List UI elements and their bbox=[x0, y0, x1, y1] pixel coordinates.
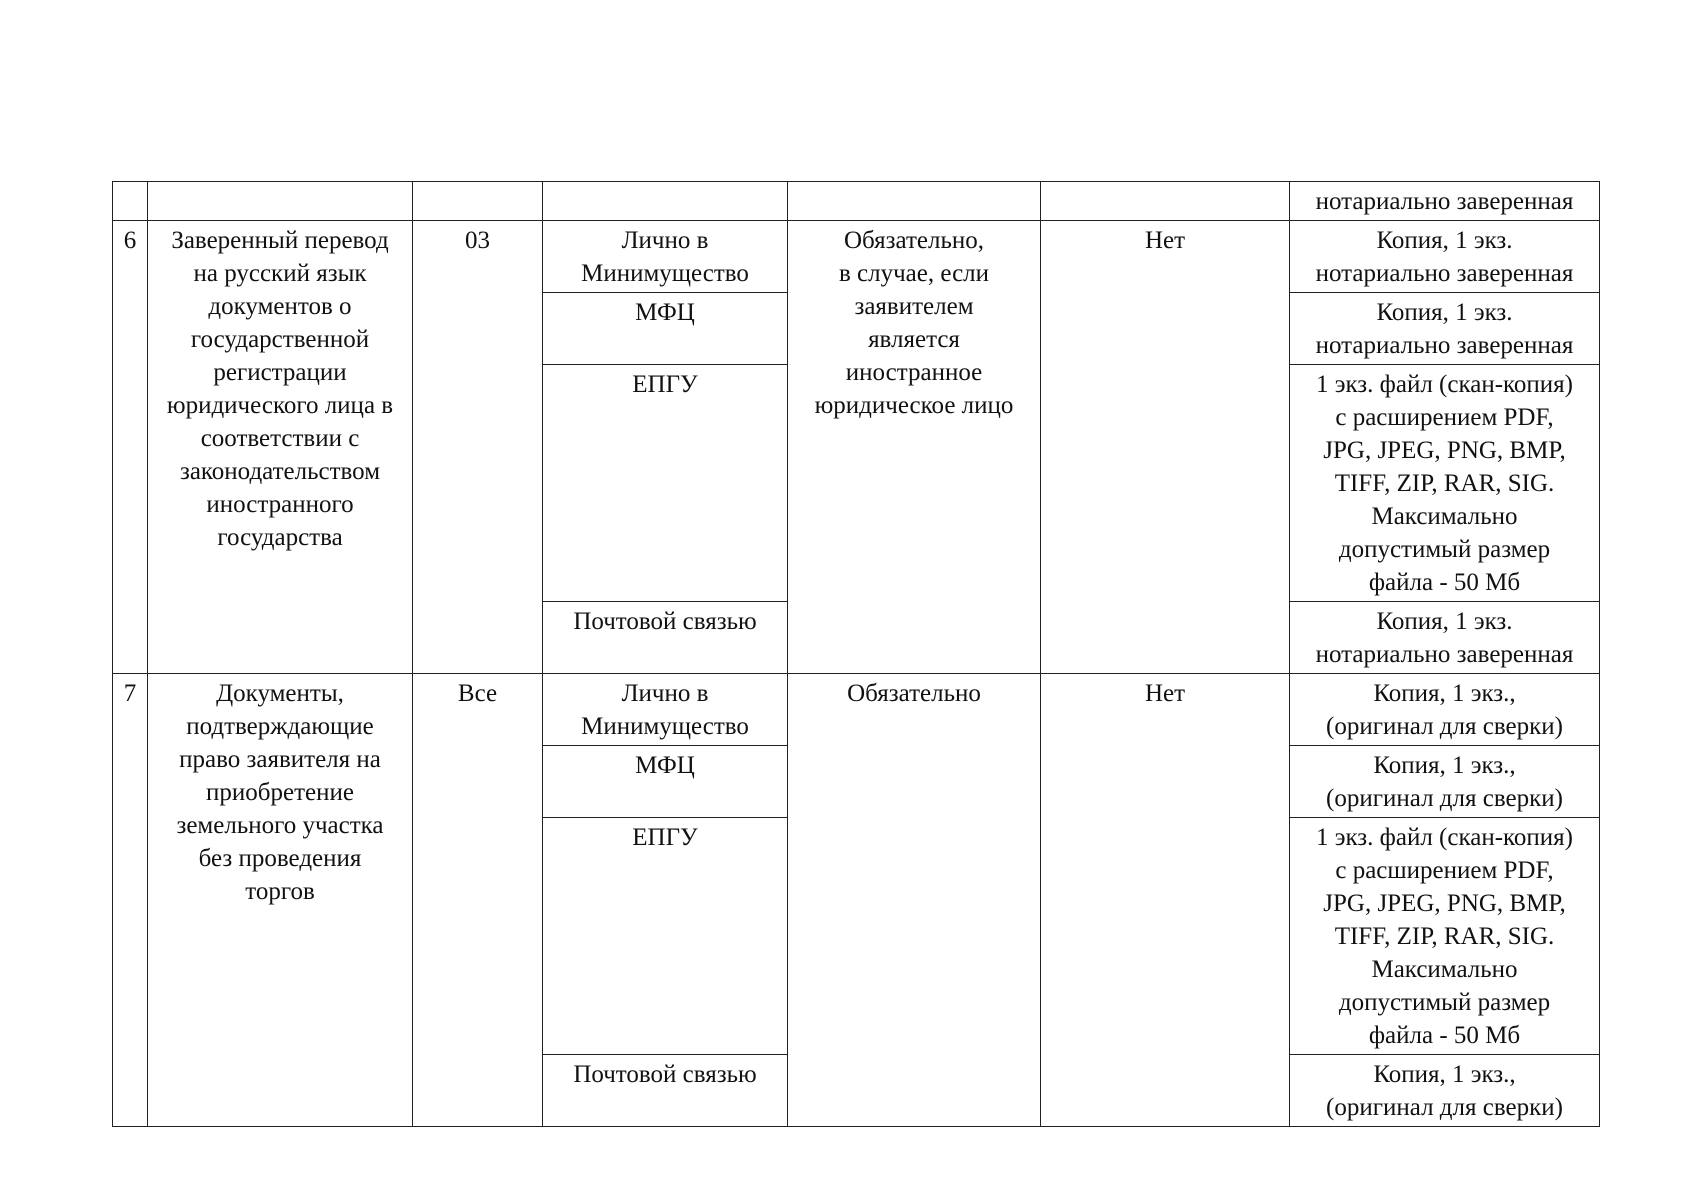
document-form: 1 экз. файл (скан-копия) с расширением PDF, JPG, JPEG, PNG, BMP, TIFF, ZIP, RAR, SIG. Максимально допустимый размер файла - 50 Мб bbox=[1290, 365, 1600, 602]
requirement: Обязательно bbox=[788, 674, 1041, 1127]
cell-empty bbox=[788, 182, 1041, 221]
cell-empty bbox=[113, 182, 148, 221]
submission-method: МФЦ bbox=[543, 293, 788, 365]
interagency-request: Нет bbox=[1041, 221, 1290, 674]
cell-empty bbox=[413, 182, 543, 221]
submission-method: Почтовой связью bbox=[543, 1055, 788, 1127]
row-number: 7 bbox=[113, 674, 148, 1127]
form-cell: нотариально заверенная bbox=[1290, 182, 1600, 221]
submission-method: ЕПГУ bbox=[543, 365, 788, 602]
submission-method: Лично в Минимущество bbox=[543, 221, 788, 293]
documents-table bbox=[112, 181, 1600, 1127]
document-form: Копия, 1 экз., (оригинал для сверки) bbox=[1290, 1055, 1600, 1127]
cell-empty bbox=[1041, 182, 1290, 221]
submission-method: МФЦ bbox=[543, 746, 788, 818]
submission-method: ЕПГУ bbox=[543, 818, 788, 1055]
category-code: Все bbox=[413, 674, 543, 1127]
table-row bbox=[113, 221, 1600, 293]
document-name: Документы, подтверждающие право заявителя на приобретение земельного участка без проведения торгов bbox=[148, 674, 413, 1127]
row-number: 6 bbox=[113, 221, 148, 674]
document-name: Заверенный перевод на русский язык документов о государственной регистрации юридического лица в соответствии с законодательством иностранного государства bbox=[148, 221, 413, 674]
document-form: Копия, 1 экз. нотариально заверенная bbox=[1290, 602, 1600, 674]
document-form: Копия, 1 экз., (оригинал для сверки) bbox=[1290, 674, 1600, 746]
document-form: Копия, 1 экз., (оригинал для сверки) bbox=[1290, 746, 1600, 818]
cell-empty bbox=[148, 182, 413, 221]
submission-method: Лично в Минимущество bbox=[543, 674, 788, 746]
interagency-request: Нет bbox=[1041, 674, 1290, 1127]
document-form: 1 экз. файл (скан-копия) с расширением PDF, JPG, JPEG, PNG, BMP, TIFF, ZIP, RAR, SIG. Максимально допустимый размер файла - 50 Мб bbox=[1290, 818, 1600, 1055]
document-form: Копия, 1 экз. нотариально заверенная bbox=[1290, 221, 1600, 293]
table-row-continuation bbox=[113, 182, 1600, 221]
table-row bbox=[113, 674, 1600, 746]
cell-empty bbox=[543, 182, 788, 221]
document-form: Копия, 1 экз. нотариально заверенная bbox=[1290, 293, 1600, 365]
requirement: Обязательно, в случае, если заявителем является иностранное юридическое лицо bbox=[788, 221, 1041, 674]
submission-method: Почтовой связью bbox=[543, 602, 788, 674]
category-code: 03 bbox=[413, 221, 543, 674]
